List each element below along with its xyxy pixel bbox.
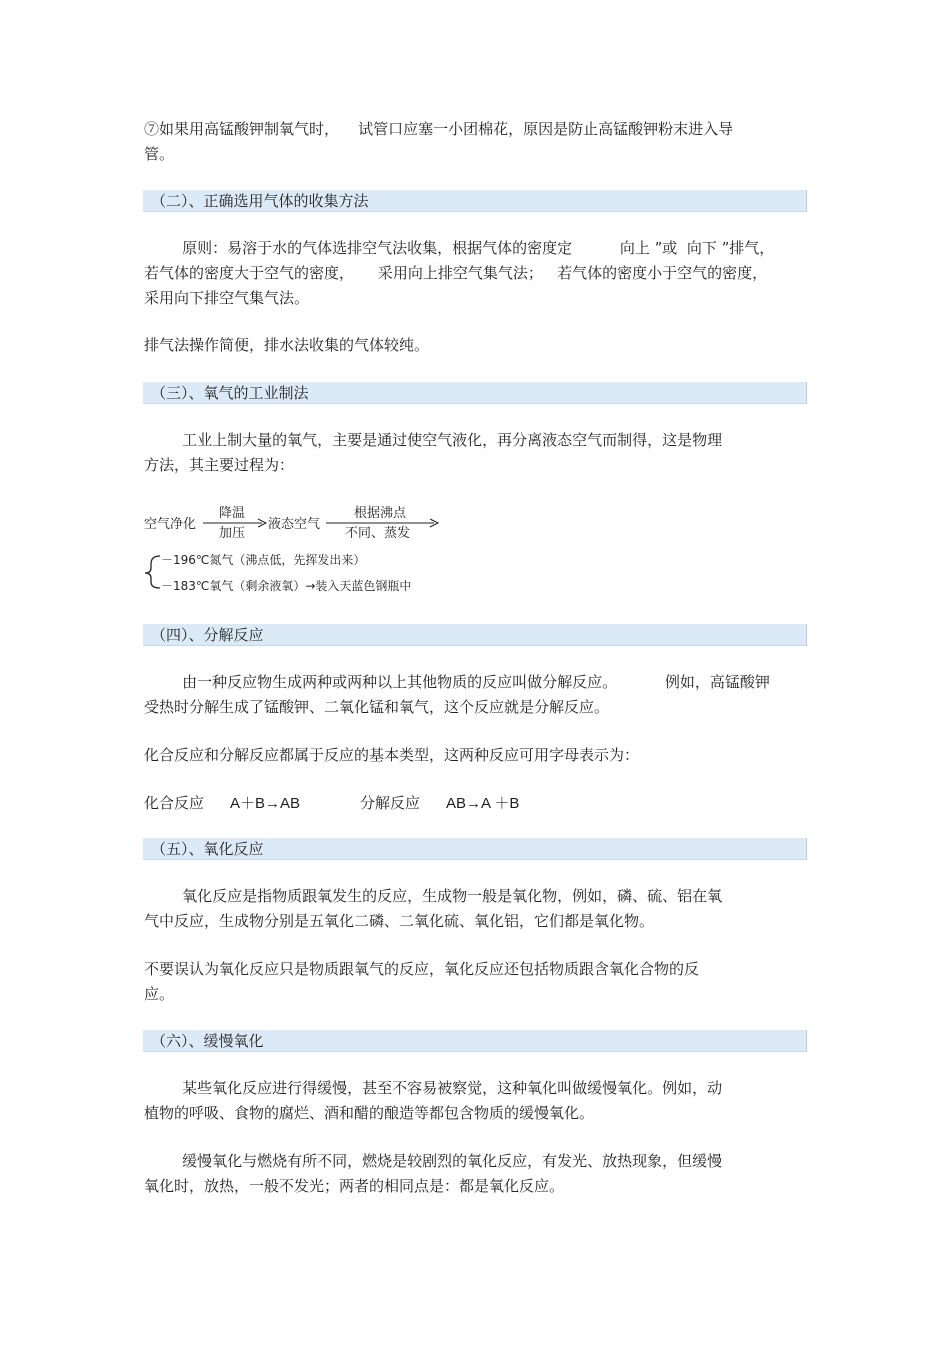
section-heading-industrial-oxygen: （三）、氧气的工业制法: [143, 382, 807, 404]
paragraph-cotton-plug: ⑦如果用高锰酸钾制氧气时， 试管口应塞一小团棉花，原因是防止高锰酸钾粉末进入导 管。: [144, 120, 734, 163]
diagram-step1-top: 降温: [219, 506, 246, 521]
paragraph-collection-comparison: 排气法操作简便，排水法收集的气体较纯。: [144, 336, 430, 354]
section-heading-gas-collection: （二）、正确选用气体的收集方法: [143, 190, 807, 212]
paragraph-slow-oxidation-definition: 某些氧化反应进行得缓慢，甚至不容易被察觉，这种氧化叫做缓慢氧化。例如，动 植物的呼吸、食物的腐烂、酒和醋的酿造等都包含物质的缓慢氧化。: [144, 1079, 723, 1122]
diagram-branch-oxygen: －183℃氧气（剩余液氧）→装入天蓝色钢瓶中: [161, 579, 412, 593]
formula-label-decomposition: 分解反应: [360, 794, 421, 812]
paragraph-reaction-types: 化合反应和分解反应都属于反应的基本类型，这两种反应可用字母表示为：: [144, 746, 640, 764]
paragraph-oxidation-definition: 氧化反应是指物质跟氧发生的反应，生成物一般是氧化物，例如，磷、硫、铝在氧 气中反应，生成物分别是五氧化二磷、二氧化硫、氧化铝，它们都是氧化物。: [144, 887, 723, 930]
air-separation-diagram: [140, 502, 470, 598]
formula-equation-decomposition: AB→A ＋B: [446, 795, 520, 812]
diagram-step2-top: 根据沸点: [354, 506, 407, 521]
formula-label-combination: 化合反应: [144, 794, 205, 812]
paragraph-industrial-method: 工业上制大量的氧气，主要是通过使空气液化，再分离液态空气而制得，这是物理 方法，其主要过程为：: [144, 431, 723, 474]
diagram-step1-bottom: 加压: [219, 526, 246, 541]
paragraph-slow-oxidation-comparison: 缓慢氧化与燃烧有所不同，燃烧是较剧烈的氧化反应，有发光、放热现象，但缓慢 氧化时，放热，一般不发光；两者的相同点是：都是氧化反应。: [144, 1152, 723, 1195]
paragraph-decomposition-definition: 由一种反应物生成两种或两种以上其他物质的反应叫做分解反应。 例如，高锰酸钾 受热时分解生成了锰酸钾、二氧化锰和氧气，这个反应就是分解反应。: [144, 673, 770, 716]
diagram-start-label: 空气净化: [144, 517, 197, 532]
formula-equation-combination: A＋B→AB: [230, 795, 301, 812]
section-heading-slow-oxidation: （六）、缓慢氧化: [143, 1030, 807, 1052]
paragraph-collection-principle: 原则：易溶于水的气体选排空气法收集，根据气体的密度定 向上 ”或 向下 ”排气， 若气体的密度大于空气的密度， 采用向上排空气集气法； 若气体的密度小于空气的密度， 采用向下排空气集气法。: [144, 239, 775, 307]
diagram-brace: [145, 556, 160, 588]
paragraph-oxidation-note: 不要误认为氧化反应只是物质跟氧气的反应，氧化反应还包括物质跟含氧化合物的反 应。: [144, 960, 700, 1003]
diagram-branch-nitrogen: －196℃氮气（沸点低，先挥发出来）: [161, 553, 366, 567]
section-heading-decomposition: （四）、分解反应: [143, 624, 807, 646]
diagram-middle-label: 液态空气: [268, 517, 321, 532]
section-heading-oxidation: （五）、氧化反应: [143, 838, 807, 860]
diagram-step2-bottom: 不同、蒸发: [345, 526, 411, 541]
